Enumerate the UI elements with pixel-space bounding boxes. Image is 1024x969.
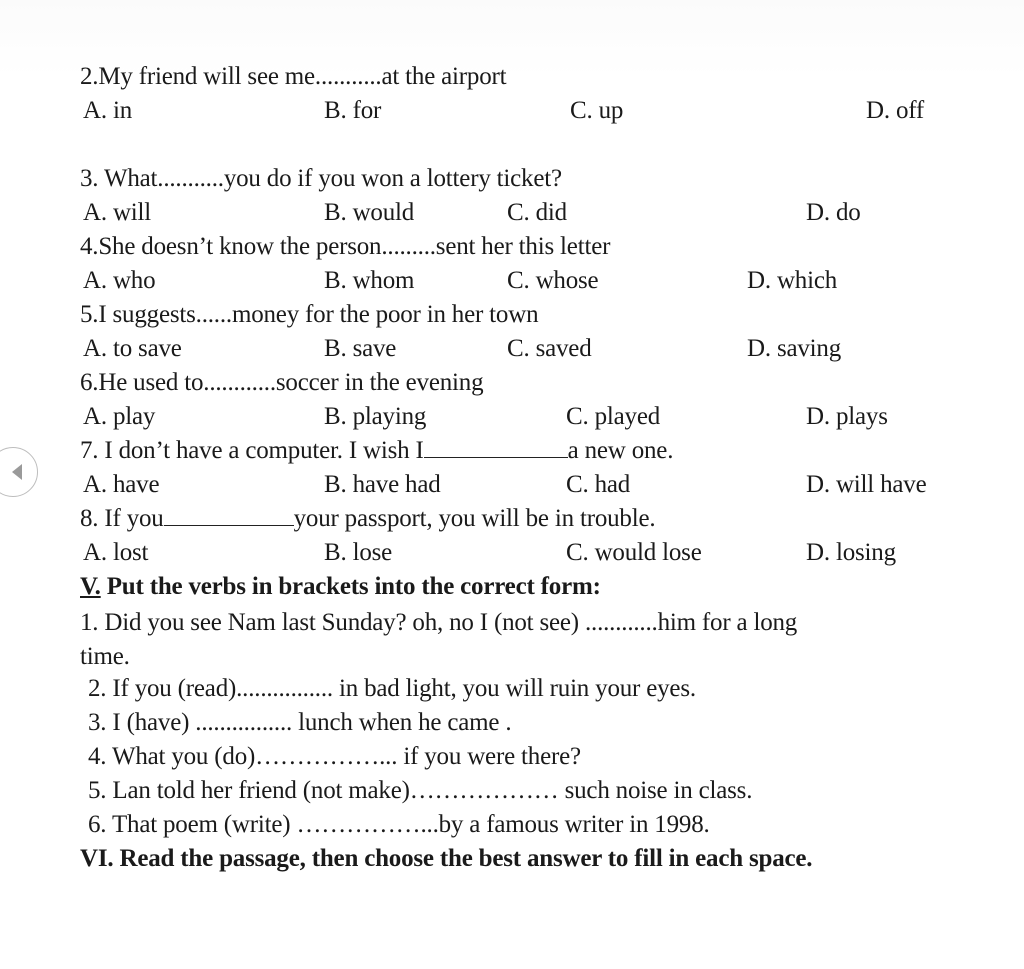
q8-option-d: D. losing (806, 539, 896, 566)
q3-option-d: D. do (806, 199, 861, 226)
q8-stem-after: your passport, you will be in trouble. (293, 505, 656, 532)
q4-option-b: B. whom (324, 267, 415, 294)
q5-option-a: A. to save (83, 335, 182, 362)
q7-stem-before: 7. I don’t have a computer. I wish I (80, 437, 424, 464)
section-5-item-6: 6. That poem (write) ……………...by a famous writer in 1998. (88, 811, 710, 838)
section-5-item-5: 5. Lan told her friend (not make)……………… such noise in class. (88, 777, 753, 804)
question-2-stem: 2.My friend will see me...........at the airport (80, 63, 507, 90)
question-5-stem: 5.I suggests......money for the poor in her town (80, 301, 539, 328)
q5-option-d: D. saving (747, 335, 842, 362)
q2-option-d: D. off (866, 97, 925, 124)
chevron-left-icon (10, 463, 24, 481)
q3-option-a: A. will (83, 199, 152, 226)
section-5-heading: V. Put the verbs in brackets into the correct form: (80, 573, 601, 600)
q8-option-b: B. lose (324, 539, 393, 566)
q6-option-a: A. play (83, 403, 156, 430)
section-5-item-4: 4. What you (do)……………... if you were there? (88, 743, 581, 770)
question-4-stem: 4.She doesn’t know the person.........sent her this letter (80, 233, 611, 260)
q6-option-b: B. playing (324, 403, 427, 430)
q4-option-a: A. who (83, 267, 156, 294)
q6-option-c: C. played (566, 403, 661, 430)
question-3-stem: 3. What...........you do if you won a lottery ticket? (80, 165, 562, 192)
q8-option-c: C. would lose (566, 539, 702, 566)
q3-option-b: B. would (324, 199, 415, 226)
q4-option-c: C. whose (507, 267, 599, 294)
section-5-item-3: 3. I (have) ................ lunch when he came . (88, 709, 512, 736)
q6-option-d: D. plays (806, 403, 888, 430)
q3-option-c: C. did (507, 199, 567, 226)
q5-option-c: C. saved (507, 335, 592, 362)
q7-option-d: D. will have (806, 471, 927, 498)
q7-option-a: A. have (83, 471, 160, 498)
q2-option-b: B. for (324, 97, 382, 124)
question-7-stem (80, 436, 673, 466)
question-6-stem: 6.He used to............soccer in the evening (80, 369, 484, 396)
q7-stem-after: a new one. (567, 437, 674, 464)
q8-stem-before: 8. If you (80, 505, 164, 532)
q8-answer-blank (164, 507, 294, 526)
section-5-item-1: 1. Did you see Nam last Sunday? oh, no I (not see) ............him for a long (80, 609, 798, 636)
question-8-stem (80, 504, 655, 534)
section-5-item-2: 2. If you (read)................ in bad light, you will ruin your eyes. (88, 675, 696, 702)
q7-option-b: B. have had (324, 471, 441, 498)
q7-option-c: C. had (566, 471, 631, 498)
q7-answer-blank (424, 439, 568, 458)
q5-option-b: B. save (324, 335, 397, 362)
q2-option-c: C. up (570, 97, 624, 124)
q8-option-a: A. lost (83, 539, 149, 566)
q4-option-d: D. which (747, 267, 838, 294)
section-5-item-1-continued: time. (80, 643, 130, 670)
section-6-heading: VI. Read the passage, then choose the best answer to fill in each space. (80, 845, 813, 872)
q2-option-a: A. in (83, 97, 133, 124)
